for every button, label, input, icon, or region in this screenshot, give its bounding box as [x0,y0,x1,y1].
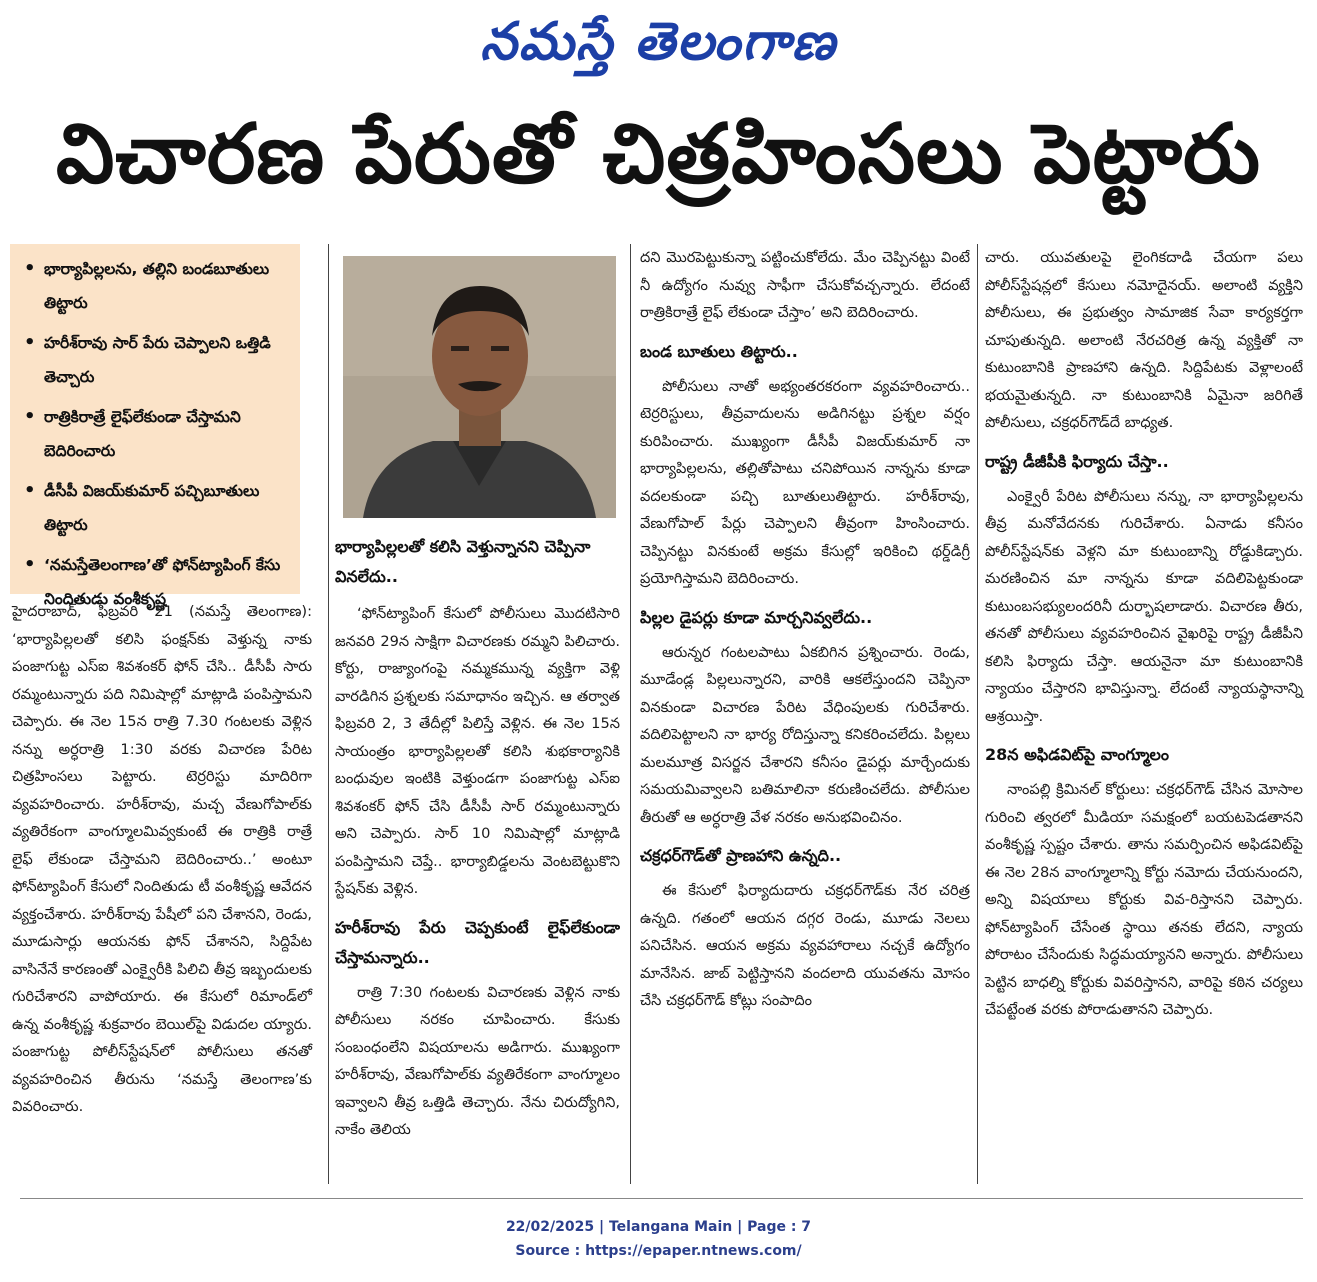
article-paragraph: రాత్రి 7:30 గంటలకు విచారణకు వెళ్లిన నాకు పోలీసులు నరకం చూపించారు. కేసుకు సంబంధంలేని విషయాలను అడిగారు. ముఖ్యంగా హరీశ్‌రావు, వేణుగోపాల్‌కు వ్యతిరేకంగా వాంగ్మూలం ఇవ్వాలని తీవ్ర ఒత్తిడి తెచ్చారు. నేను చిరుద్యోగిని, నాకేం తెలియ [335,983,620,1138]
footer-rule [20,1198,1303,1199]
section-subhead: రాష్ట్ర డీజీపీకి ఫిర్యాదు చేస్తా.. [985,451,1169,471]
bullet-icon: • [24,554,36,575]
highlight-text: భార్యాపిల్లలను, తల్లిని బండబూతులు తిట్టారు [44,260,270,312]
highlight-item [22,252,292,320]
portrait-illustration [343,256,616,518]
section-subhead: పిల్లల డైపర్లు కూడా మార్చనివ్వలేదు.. [640,607,873,627]
bullet-icon: • [24,332,36,353]
article-column-3 [640,244,970,1017]
article-paragraph: పోలీసులు నాతో అభ్యంతరకరంగా వ్యవహరించారు.. టెర్రరిస్టులు, తీవ్రవాదులను అడిగినట్టు ప్రశ్నల వర్షం కురిపించారు. ముఖ్యంగా డీసీపీ విజయ్‌కుమార్ నా భార్యాపిల్లలను, తల్లితోపాటు చనిపోయిన నాన్నను కూడా వదలకుండా పచ్చి బూతులుతిట్టారు. హరీశ్‌రావు, వేణుగోపాల్ పేర్లు చెప్పాలని తీవ్రంగా హింసించారు. చెప్పినట్టు వినకుంటే అక్రమ కేసుల్లో ఇరికించి థర్డ్‌డిగ్రీ ప్రయోగిస్తామని బెదిరించారు. [640,377,970,587]
highlight-item [22,474,292,542]
footer-source-link[interactable]: Source : https://epaper.ntnews.com/ [515,1243,802,1259]
bullet-icon: • [24,406,36,427]
article-paragraph: ‘ఫోన్‌ట్యాపింగ్ కేసులో పోలీసులు మొదటిసారి జనవరి 29న సాక్షిగా విచారణకు రమ్మని పిలిచారు. కోర్టు, రాజ్యాంగంపై నమ్మకమున్న వ్యక్తిగా వెళ్లి వారడిగిన ప్రశ్నలకు సమాధానం ఇచ్చిన. ఆ తర్వాత ఫిబ్రవరి 2, 3 తేదీల్లో పిలిస్తే వెళ్లిన. ఈ నెల 15న సాయంత్రం భార్యాపిల్లలతో కలిసి శుభకార్యానికి బంధువుల ఇంటికి వెళ్తుండగా పంజాగుట్ట ఎస్‌ఐ శివశంకర్ ఫోన్ చేసి డీసీపీ సార్ రమ్మంటున్నారు అని చెప్పారు. సార్ 10 నిమిషాల్లో మాట్లాడి పంపిస్తామని చెప్తే.. భార్యాబిడ్డలను వెంటబెట్టుకొని స్టేషన్‌కు వెళ్లిన. [335,605,620,897]
article-paragraph: ఈ కేసులో ఫిర్యాదుదారు చక్రధర్‌గౌడ్‌కు నేర చరిత్ర ఉన్నది. గతంలో ఆయన దగ్గర రెండు, మూడు నెలలు పనిచేసిన. ఆయన అక్రమ వ్యవహారాలు నచ్చకే ఉద్యోగం మానేసిన. జాబ్ పెట్టిస్తానని వందలాది యువతను మోసం చేసి చక్రధర్‌గౌడ్ కోట్లు సంపాదిం [640,882,970,1009]
highlight-item [22,326,292,394]
bullet-icon: • [24,480,36,501]
article-paragraph: ఆరున్నర గంటలపాటు ఏకబిగిన ప్రశ్నించారు. రెండు, మూడేండ్ల పిల్లలున్నారని, వారికి ఆకలేస్తుందని చెప్పినా వినకుండా విచారణ పేరిట వేధింపులకు గురిచేశారు. వదిలిపెట్టాలని నా భార్య రోదిస్తున్నా కనికరించలేదు. పిల్లలు మలమూత్ర విసర్జన చేశారని కనీసం డైపర్లు మార్చేందుకు సమయమివ్వాలని బతిమాలినా కరుణించలేదు. పోలీసుల తీరుతో ఆ అర్ధరాత్రి వేళ నరకం అనుభవించినం. [640,643,970,826]
section-subhead: హరీశ్‌రావు పేరు చెప్పకుంటే లైఫ్‌లేకుండా చేస్తామన్నారు.. [335,917,620,967]
footer-edition-info: 22/02/2025 | Telangana Main | Page : 7 [505,1219,812,1235]
highlight-text: హరీశ్‌రావు సార్ పేరు చెప్పాలని ఒత్తిడి తెచ్చారు [44,334,271,386]
article-paragraph: ఎంక్వైరీ పేరిట పోలీసులు నన్ను, నా భార్యాపిల్లలను తీవ్ర మనోవేదనకు గురిచేశారు. ఏనాడు కనీసం పోలీస్‌స్టేషన్‌కు వెళ్లని మా కుటుంబాన్ని రోడ్డుకిడ్చారు. మరణించిన మా నాన్నను కూడా వదిలిపెట్టకుండా కుటుంబసభ్యులందరినీ దుర్భాషలాడారు. విచారణ తీరు, తనతో పోలీసులు వ్యవహరించిన వైఖరిపై రాష్ట్ర డీజీపీని కలిసి ఫిర్యాదు చేస్తా. ఆయనైనా మా కుటుంబానికి న్యాయం చేస్తారని భావిస్తున్నా. లేదంటే న్యాయస్థానాన్ని ఆశ్రయిస్తా. [985,487,1303,725]
section-subhead: 28న అఫిడవిట్‌పై వాంగ్మూలం [985,745,1169,764]
article-column-4 [985,244,1303,1026]
article-paragraph: హైదరాబాద్, ఫిబ్రవరి 21 (నమస్తే తెలంగాణ): ‘భార్యాపిల్లలతో కలిసి ఫంక్షన్‌కు వెళ్తున్న నాకు పంజాగుట్ట ఎస్‌ఐ శివశంకర్ ఫోన్ చేసి.. డీసీపీ సారు రమ్మంటున్నారు పది నిమిషాల్లో మాట్లాడి పంపిస్తామని చెప్పారు. ఈ నెల 15న రాత్రి 7.30 గంటలకు వెళ్లిన నన్ను అర్ధరాత్రి 1:30 వరకు విచారణ పేరిట చిత్రహింసలు పెట్టారు. టెర్రరిస్టు మాదిరిగా వ్యవహరించారు. హరీశ్‌రావు, మచ్చ వేణుగోపాల్‌కు వ్యతిరేకంగా వాంగ్మూలమివ్వకుంటే ఈ రాత్రికి రాత్రే లైఫ్ లేకుండా చేస్తామని బెదిరించారు..’ అంటూ ఫోన్‌ట్యాపింగ్ కేసులో నిందితుడు టీ వంశీకృష్ణ ఆవేదన వ్యక్తంచేశారు. హరీశ్‌రావు పేషీలో పని చేశానని, రెండు, మూడుసార్లు ఆయనకు ఫోన్ చేశానని, సిద్దిపేట వాసినేనే కారణంతో ఎంక్వైరీకి పిలిచి తీవ్ర ఇబ్బందులకు గురిచేశారని వాపోయారు. ఈ కేసులో రిమాండ్‌లో ఉన్న వంశీకృష్ణ శుక్రవారం బెయిల్‌పై విడుదల య్యారు. పంజాగుట్ట పోలీస్‌స్టేషన్‌లో పోలీసులు తనతో వ్యవహరించిన తీరును ‘నమస్తే తెలంగాణ’కు వివరించారు. [12,603,312,1115]
article-paragraph: చారు. యువతులపై లైంగికదాడి చేయగా పలు పోలీస్‌స్టేషన్లలో కేసులు నమోదైనయ్. అలాంటి వ్యక్తిని పోలీసులు, ఈ ప్రభుత్వం సామాజిక సేవా కార్యకర్తగా చూపుతున్నది. అలాంటి నేరచరిత్ర ఉన్న వ్యక్తితో నా కుటుంబానికి ప్రాణహాని ఉన్నది. సిద్దిపేటకు వెళ్లాలంటే భయమైతున్నది. నా కుటుంబానికి ఏమైనా జరిగితే పోలీసులు, చక్రధర్‌గౌడ్‌దే బాధ్యత. [985,249,1303,431]
article-paragraph: దని మొరపెట్టుకున్నా పట్టించుకోలేదు. మేం చెప్పినట్టు వింటే నీ ఉద్యోగం నువ్వు సాఫీగా చేసుకోవచ్చన్నారు. లేదంటే రాత్రికిరాత్రే లైఫ్ లేకుండా చేస్తాం’ అని బెదిరించారు. [640,249,970,321]
masthead-logo: నమస్తే తెలంగాణ [480,12,837,72]
highlight-text: రాత్రికిరాత్రే లైఫ్‌లేకుండా చేస్తామని బెదిరించారు [44,408,241,460]
section-subhead: బండ బూతులు తిట్టారు.. [640,341,798,361]
highlight-text: డీసీపీ విజయ్‌కుమార్ పచ్చిబూతులు తిట్టారు [44,482,260,534]
highlight-item [22,400,292,468]
article-paragraph: నాంపల్లి క్రిమినల్ కోర్టులు: చక్రధర్‌గౌడ్ చేసిన మోసాల గురించి త్వరలో మీడియా సమక్షంలో బయటపెడతానని వంశీకృష్ణ స్పష్టం చేశారు. తాను సమర్పించిన అఫిడవిట్‌పై ఈ నెల 28న వాంగ్మూలాన్ని కోర్టు నమోదు చేయనుందని, అన్ని విషయాలు కోర్టుకు వివ-రిస్తానని చెప్పారు. ఫోన్‌ట్యాపింగ్ చేసేంత స్థాయి తనకు లేదని, న్యాయ పోరాటం చేసేందుకు సిద్ధమయ్యానని అన్నారు. పోలీసులు పెట్టిన బాధల్ని కోర్టుకు వివరిస్తానని, వారిపై కఠిన చర్యలు చేపట్టేంత వరకు పోరాడుతానని చెప్పారు. [985,781,1303,1018]
portrait-photo [343,256,616,518]
article-column-1 [12,598,312,1123]
page-headline: విచారణ పేరుతో చిత్రహింసలు పెట్టారు [55,107,1262,202]
section-subhead: చక్రధర్‌గౌడ్‌తో ప్రాణహాని ఉన్నది.. [640,846,842,865]
article-column-2 [335,600,620,1146]
column-divider [630,244,631,1184]
column-divider [328,244,329,1184]
highlight-text: ‘నమస్తేతెలంగాణ’తో ఫోన్‌ట్యాపింగ్ కేసు నిందితుడు వంశీకృష్ణ [44,556,281,608]
bullet-icon: • [24,258,36,279]
highlights-box [10,244,300,608]
photo-caption: భార్యాపిల్లలతో కలిసి వెళ్తున్నానని చెప్పినా వినలేదు.. [335,537,591,586]
column-divider [977,244,978,1184]
